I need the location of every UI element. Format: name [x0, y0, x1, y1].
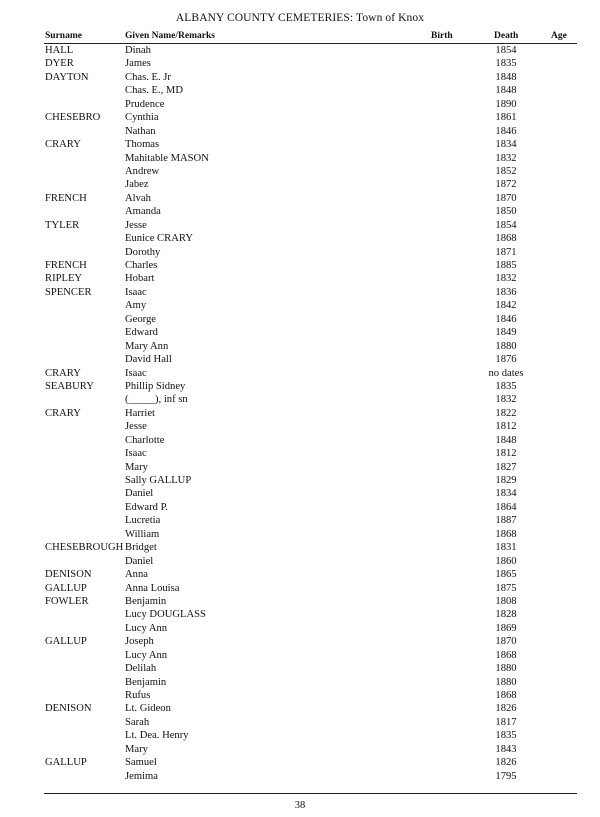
table-row: [0, 729, 600, 742]
given-name-cell: Delilah: [125, 663, 157, 675]
table-row: [0, 380, 600, 393]
table-row: [0, 286, 600, 299]
death-cell: 1846: [495, 313, 517, 325]
given-name-cell: Anna Louisa: [125, 582, 180, 594]
death-cell: 1850: [495, 206, 517, 218]
death-cell: 1832: [495, 273, 517, 285]
death-cell: 1849: [495, 327, 517, 339]
table-row: [0, 662, 600, 675]
given-name-cell: Dinah: [125, 45, 151, 56]
given-name-cell: Phillip Sidney: [125, 380, 186, 392]
death-cell: 1822: [495, 407, 517, 419]
surname-cell: GALLUP: [45, 757, 87, 769]
death-cell: 1848: [495, 85, 517, 97]
death-cell: 1848: [495, 434, 517, 446]
given-name-cell: Samuel: [125, 757, 157, 769]
death-cell: 1848: [495, 71, 517, 83]
death-cell: 1887: [495, 515, 517, 527]
table-row: [0, 689, 600, 702]
table-row: [0, 420, 600, 433]
surname-cell: RIPLEY: [45, 273, 83, 285]
death-cell: 1890: [495, 98, 517, 110]
table-row: [0, 434, 600, 447]
given-name-cell: James: [125, 58, 151, 70]
table-row: [0, 272, 600, 285]
given-name-cell: Daniel: [125, 488, 154, 500]
given-name-cell: Andrew: [125, 165, 160, 177]
given-name-cell: Lucy DOUGLASS: [125, 609, 206, 621]
death-cell: 1846: [495, 125, 517, 137]
burial-records-list: [0, 44, 600, 783]
table-row: [0, 367, 600, 380]
death-cell: 1872: [495, 179, 517, 191]
given-name-cell: Jesse: [125, 219, 147, 231]
death-cell: 1852: [495, 165, 517, 177]
table-row: [0, 353, 600, 366]
surname-cell: CHESEBROUGH: [45, 542, 124, 554]
surname-cell: FRENCH: [45, 260, 87, 271]
table-row: [0, 259, 600, 272]
table-row: [0, 98, 600, 111]
table-row: [0, 528, 600, 541]
given-name-cell: Lucy Ann: [125, 622, 168, 634]
given-name-cell: Harriet: [125, 407, 155, 419]
given-name-cell: Lt. Gideon: [125, 703, 171, 715]
surname-cell: DENISON: [45, 703, 92, 715]
table-row: [0, 676, 600, 689]
death-cell: 1865: [495, 569, 517, 581]
table-row: [0, 125, 600, 138]
given-name-cell: (_____), inf sn: [125, 394, 188, 406]
death-cell: 1868: [495, 233, 517, 245]
given-name-cell: Mary: [125, 743, 148, 755]
footer-divider: [44, 793, 577, 794]
death-cell: no dates: [488, 367, 524, 379]
given-name-cell: Nathan: [125, 125, 156, 137]
table-row: [0, 716, 600, 729]
death-cell: 1864: [495, 501, 517, 513]
surname-cell: CRARY: [45, 407, 81, 419]
death-cell: 1795: [495, 770, 517, 782]
given-name-cell: David Hall: [125, 354, 172, 366]
table-row: [0, 555, 600, 568]
death-cell: 1854: [495, 45, 517, 56]
table-row: [0, 447, 600, 460]
death-cell: 1832: [495, 394, 517, 406]
column-header-death: Death: [494, 31, 519, 41]
death-cell: 1829: [495, 475, 517, 486]
table-row: [0, 743, 600, 756]
given-name-cell: Amanda: [125, 206, 161, 218]
table-row: [0, 340, 600, 353]
death-cell: 1870: [495, 192, 517, 204]
table-row: [0, 111, 600, 124]
table-row: [0, 595, 600, 608]
column-header-birth: Birth: [431, 31, 453, 41]
surname-cell: GALLUP: [45, 636, 87, 648]
death-cell: 1834: [495, 488, 517, 500]
death-cell: 1860: [495, 555, 517, 567]
given-name-cell: Lucy Ann: [125, 649, 168, 661]
given-name-cell: Dorothy: [125, 246, 161, 258]
table-row: [0, 393, 600, 406]
death-cell: 1868: [495, 690, 517, 701]
column-header-age: Age: [551, 31, 567, 41]
given-name-cell: Alvah: [125, 192, 151, 204]
surname-cell: CRARY: [45, 367, 81, 379]
table-row: [0, 71, 600, 84]
table-row: [0, 44, 600, 57]
table-row: [0, 326, 600, 339]
given-name-cell: Charlotte: [125, 434, 165, 446]
table-row: [0, 232, 600, 245]
table-row: [0, 622, 600, 635]
table-row: [0, 313, 600, 326]
given-name-cell: William: [125, 528, 160, 540]
page-title: ALBANY COUNTY CEMETERIES: Town of Knox: [175, 12, 425, 24]
given-name-cell: Joseph: [125, 636, 154, 648]
surname-cell: GALLUP: [45, 582, 87, 594]
death-cell: 1826: [495, 757, 517, 769]
given-name-cell: Sally GALLUP: [125, 475, 192, 486]
surname-cell: CRARY: [45, 139, 81, 151]
given-name-cell: Daniel: [125, 555, 154, 567]
death-cell: 1871: [495, 246, 517, 258]
given-name-cell: Lucretia: [125, 515, 161, 527]
column-header-surname: Surname: [45, 31, 82, 41]
table-row: [0, 192, 600, 205]
table-row: [0, 541, 600, 554]
death-cell: 1835: [495, 380, 517, 392]
given-name-cell: Jemima: [125, 770, 158, 782]
table-row: [0, 568, 600, 581]
death-cell: 1831: [495, 542, 517, 554]
given-name-cell: Edward P.: [125, 501, 168, 513]
death-cell: 1854: [495, 219, 517, 231]
death-cell: 1826: [495, 703, 517, 715]
surname-cell: DENISON: [45, 569, 92, 581]
given-name-cell: Eunice CRARY: [125, 233, 193, 245]
given-name-cell: Isaac: [125, 367, 147, 379]
death-cell: 1875: [495, 582, 517, 594]
given-name-cell: Anna: [125, 569, 148, 581]
given-name-cell: Isaac: [125, 286, 147, 298]
table-row: [0, 474, 600, 487]
death-cell: 1827: [495, 461, 517, 473]
given-name-cell: Mary Ann: [125, 340, 169, 352]
death-cell: 1880: [495, 340, 517, 352]
table-row: [0, 205, 600, 218]
given-name-cell: Jesse: [125, 421, 147, 433]
table-row: [0, 407, 600, 420]
death-cell: 1808: [495, 595, 517, 607]
given-name-cell: Jabez: [125, 179, 149, 191]
surname-cell: DYER: [45, 58, 74, 70]
given-name-cell: Cynthia: [125, 112, 159, 124]
table-row: [0, 487, 600, 500]
given-name-cell: Rufus: [125, 690, 151, 701]
death-cell: 1876: [495, 354, 517, 366]
given-name-cell: Sarah: [125, 716, 150, 728]
given-name-cell: Benjamin: [125, 595, 167, 607]
table-row: [0, 514, 600, 527]
surname-cell: TYLER: [45, 219, 80, 231]
table-row: [0, 152, 600, 165]
column-header-given-name: Given Name/Remarks: [125, 31, 215, 41]
death-cell: 1869: [495, 622, 517, 634]
given-name-cell: Mary: [125, 461, 148, 473]
table-row: [0, 57, 600, 70]
death-cell: 1868: [495, 528, 517, 540]
given-name-cell: Prudence: [125, 98, 165, 110]
given-name-cell: Charles: [125, 260, 158, 271]
death-cell: 1842: [495, 300, 517, 312]
given-name-cell: Isaac: [125, 448, 147, 460]
death-cell: 1817: [495, 716, 517, 728]
table-row: [0, 299, 600, 312]
death-cell: 1832: [495, 152, 517, 164]
death-cell: 1835: [495, 58, 517, 70]
surname-cell: DAYTON: [45, 71, 89, 83]
table-row: [0, 165, 600, 178]
death-cell: 1836: [495, 286, 517, 298]
death-cell: 1880: [495, 676, 517, 688]
table-row: [0, 219, 600, 232]
surname-cell: FRENCH: [45, 192, 87, 204]
surname-cell: HALL: [45, 45, 74, 56]
given-name-cell: Amy: [125, 300, 147, 312]
table-row: [0, 582, 600, 595]
table-row: [0, 178, 600, 191]
death-cell: 1835: [495, 730, 517, 742]
given-name-cell: Edward: [125, 327, 158, 339]
surname-cell: SPENCER: [45, 286, 92, 298]
surname-cell: FOWLER: [45, 595, 89, 607]
death-cell: 1834: [495, 139, 517, 151]
table-row: [0, 635, 600, 648]
death-cell: 1812: [495, 448, 517, 460]
death-cell: 1885: [495, 260, 517, 271]
table-row: [0, 649, 600, 662]
death-cell: 1870: [495, 636, 517, 648]
table-row: [0, 756, 600, 769]
table-row: [0, 138, 600, 151]
table-row: [0, 702, 600, 715]
surname-cell: CHESEBRO: [45, 112, 101, 124]
death-cell: 1880: [495, 663, 517, 675]
table-row: [0, 461, 600, 474]
table-row: [0, 501, 600, 514]
given-name-cell: Benjamin: [125, 676, 167, 688]
death-cell: 1843: [495, 743, 517, 755]
given-name-cell: Bridget: [125, 542, 157, 554]
table-row: [0, 770, 600, 783]
surname-cell: SEABURY: [45, 380, 94, 392]
given-name-cell: George: [125, 313, 156, 325]
table-row: [0, 608, 600, 621]
page-number: 38: [294, 800, 306, 811]
given-name-cell: Chas. E. Jr: [125, 71, 171, 83]
given-name-cell: Mahitable MASON: [125, 152, 209, 164]
death-cell: 1861: [495, 112, 517, 124]
given-name-cell: Thomas: [125, 139, 160, 151]
given-name-cell: Hobart: [125, 273, 155, 285]
given-name-cell: Chas. E., MD: [125, 85, 183, 97]
death-cell: 1812: [495, 421, 517, 433]
table-row: [0, 246, 600, 259]
death-cell: 1868: [495, 649, 517, 661]
death-cell: 1828: [495, 609, 517, 621]
table-row: [0, 84, 600, 97]
given-name-cell: Lt. Dea. Henry: [125, 730, 189, 742]
